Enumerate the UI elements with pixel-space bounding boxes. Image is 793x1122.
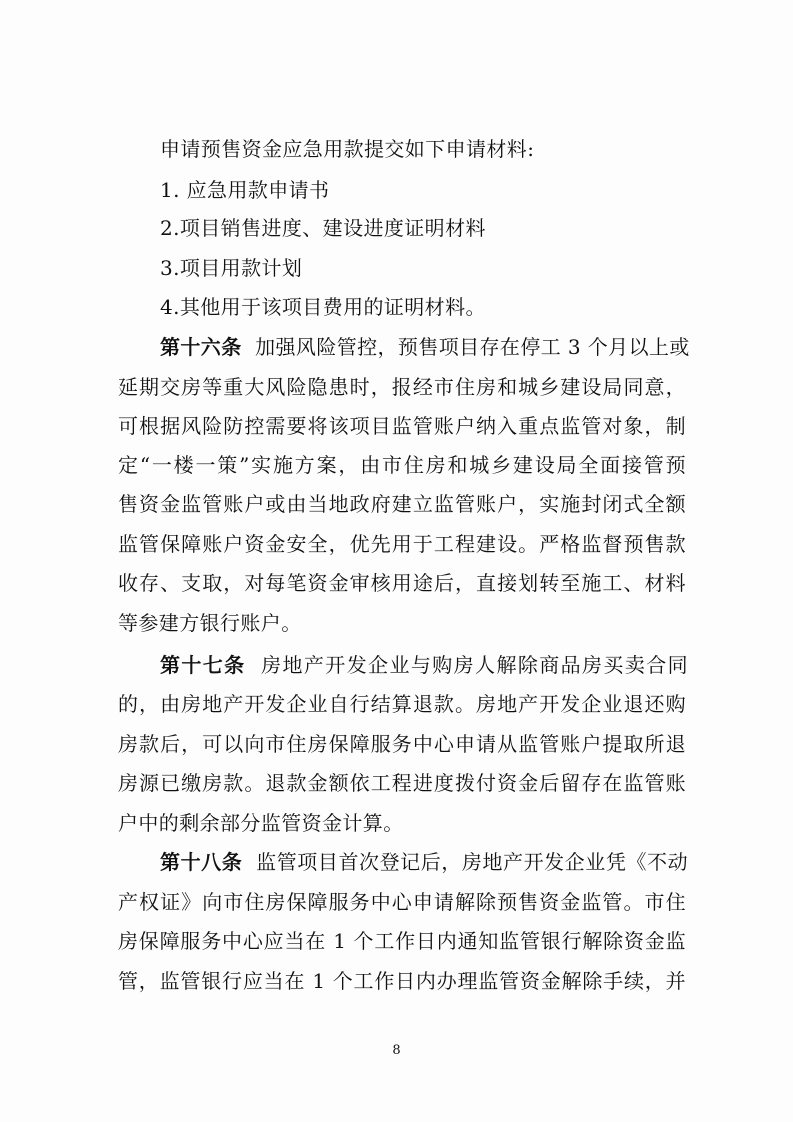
- article-16-line: 等参建方银行账户。: [118, 611, 302, 635]
- list-item-4: 4.其他用于该项目费用的证明材料。: [160, 295, 486, 319]
- article-17-first-line: [160, 651, 688, 679]
- article-17-line: 户中的剩余部分监管资金计算。: [118, 811, 404, 835]
- page-number: 8: [392, 1043, 401, 1058]
- intro-line: 申请预售资金应急用款提交如下申请材料:: [160, 137, 535, 161]
- article-18-line: 管，监管银行应当在 1 个工作日内办理监管资金解除手续，并: [118, 969, 686, 993]
- article-16-first-line: [160, 333, 688, 361]
- list-item-3: 3.项目用款计划: [160, 256, 303, 280]
- article-18-heading: 第十八条: [160, 850, 243, 874]
- list-item-2: 2.项目销售进度、建设进度证明材料: [160, 216, 486, 240]
- article-17-line: 房款后，可以向市住房保障服务中心申请从监管账户提取所退: [118, 732, 686, 756]
- article-17-text: 房地产开发企业与购房人解除商品房买卖合同: [261, 653, 689, 677]
- article-17-line: 房源已缴房款。退款金额依工程进度拨付资金后留存在监管账: [118, 771, 686, 795]
- article-18-line: 产权证》向市住房保障服务中心申请解除预售资金监管。市住: [118, 890, 686, 914]
- article-16-line: 监管保障账户资金安全，优先用于工程建设。严格监督预售款: [118, 532, 686, 556]
- article-16-line: 收存、支取，对每笔资金审核用途后，直接划转至施工、材料: [118, 571, 686, 595]
- article-16-text: 加强风险管控，预售项目存在停工 3 个月以上或: [255, 335, 690, 359]
- article-18-line: 房保障服务中心应当在 1 个工作日内通知监管银行解除资金监: [118, 929, 686, 953]
- article-16-heading: 第十六条: [160, 335, 242, 359]
- article-18-first-line: [160, 848, 688, 876]
- article-16-line: 定“一楼一策”实施方案，由市住房和城乡建设局全面接管预: [118, 453, 686, 477]
- article-16-line: 延期交房等重大风险隐患时，报经市住房和城乡建设局同意，: [118, 375, 686, 399]
- article-16-line: 售资金监管账户或由当地政府建立监管账户，实施封闭式全额: [118, 492, 686, 516]
- article-17-line: 的，由房地产开发企业自行结算退款。房地产开发企业退还购: [118, 692, 686, 716]
- article-18-text: 监管项目首次登记后，房地产开发企业凭《不动: [256, 850, 688, 874]
- article-16-line: 可根据风险防控需要将该项目监管账户纳入重点监管对象，制: [118, 414, 686, 438]
- list-item-1: 1. 应急用款申请书: [160, 178, 330, 202]
- article-17-heading: 第十七条: [160, 653, 246, 677]
